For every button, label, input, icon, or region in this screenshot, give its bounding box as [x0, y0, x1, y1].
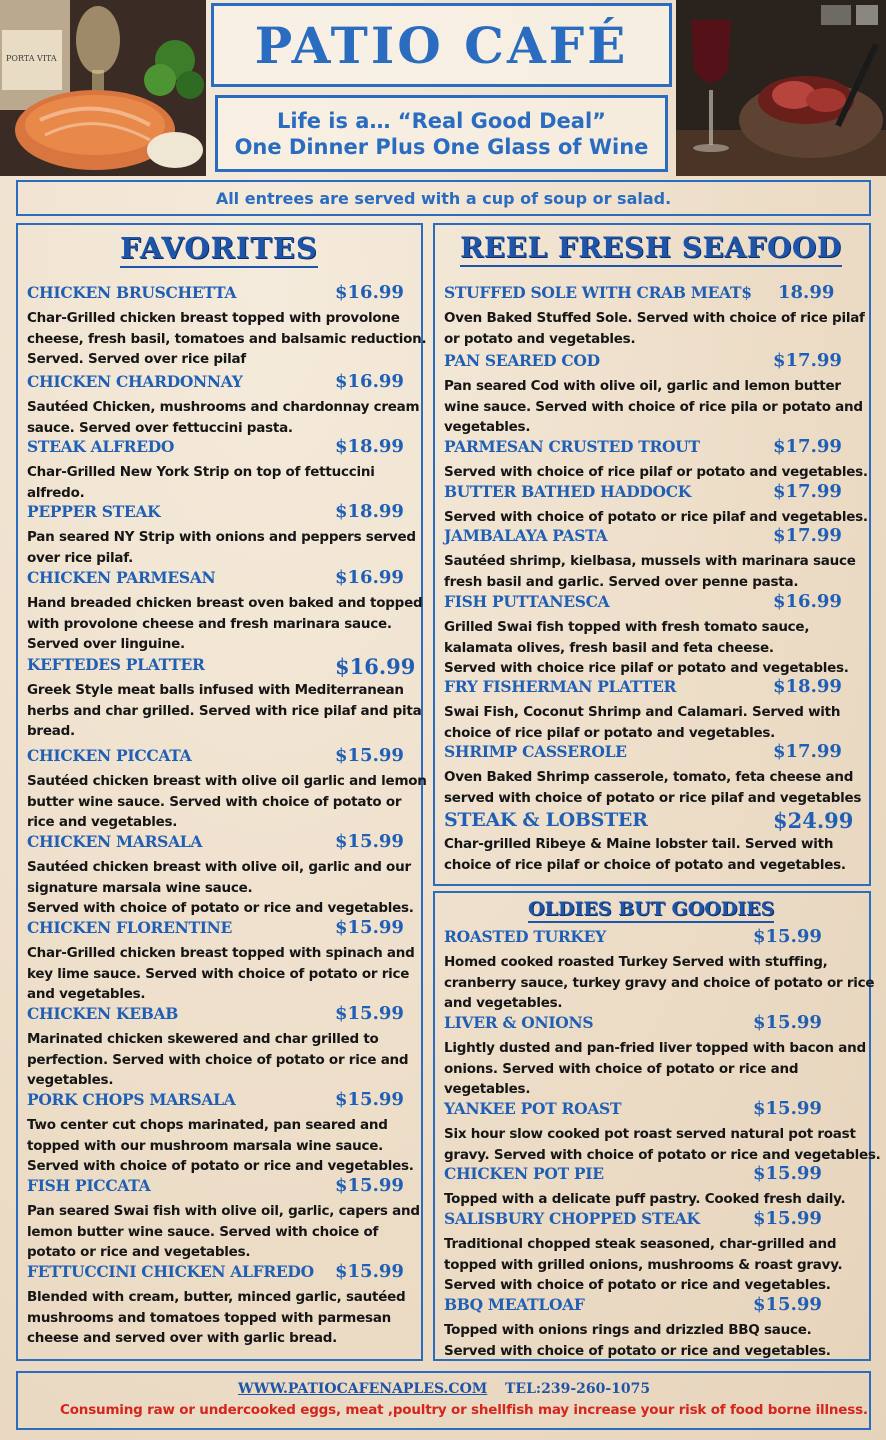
seafood-title: REEL FRESH SEAFOOD [460, 231, 842, 264]
menu-item-name: CHICKEN KEBAB [27, 1004, 179, 1023]
menu-item-name: FRY FISHERMAN PLATTER [444, 677, 677, 696]
menu-item-name: CHICKEN PICCATA [27, 746, 192, 765]
menu-item-description: Oven Baked Shrimp casserole, tomato, feta cheese and [444, 769, 854, 785]
menu-item-name: PEPPER STEAK [27, 502, 161, 521]
phone-number: TEL:239-260-1075 [505, 1381, 651, 1397]
menu-item-description: Char-Grilled chicken breast topped with provolone [27, 310, 400, 326]
menu-item-name: FETTUCCINI CHICKEN ALFREDO [27, 1262, 314, 1281]
menu-item-name: JAMBALAYA PASTA [444, 526, 608, 545]
menu-item-name: SALISBURY CHOPPED STEAK [444, 1209, 700, 1228]
menu-item-name: BUTTER BATHED HADDOCK [444, 482, 691, 501]
menu-item-description: Served with choice of rice pilaf or potato and vegetables. [444, 464, 868, 480]
menu-item-name: FISH PUTTANESCA [444, 592, 610, 611]
menu-item-description: mushrooms and tomatoes topped with parmesan [27, 1309, 392, 1326]
menu-item-description: Served with choice of potato or rice and vegetables. [444, 1342, 831, 1359]
menu-item-name: LIVER & ONIONS [444, 1013, 594, 1032]
menu-item-description: with provolone cheese and fresh marinara sauce. [27, 615, 392, 632]
menu-item-price: $15.99 [753, 926, 822, 947]
menu-item-description: Char-grilled Ribeye & Maine lobster tail. Served with [444, 836, 834, 852]
title-box [211, 3, 672, 87]
menu-item-price: $17.99 [773, 525, 842, 546]
menu-item-price: $16.99 [335, 567, 404, 588]
menu-item-price: $16.99 [335, 371, 404, 392]
menu-item-description: kalamata olives, fresh basil and feta cheese. [444, 639, 774, 656]
menu-item-description: rice and vegetables. [27, 814, 178, 831]
menu-item-description: cranberry sauce, turkey gravy and choice of potato or rice [444, 974, 875, 991]
menu-item-description: Char-Grilled New York Strip on top of fettuccini [27, 464, 375, 480]
menu-item-description: Topped with a delicate puff pastry. Cooked fresh daily. [444, 1191, 846, 1207]
menu-item-price: $15.99 [335, 1261, 404, 1282]
menu-item-description: vegetables. [444, 1081, 531, 1098]
menu-item-description: Pan seared Swai fish with olive oil, garlic, capers and [27, 1203, 420, 1219]
wine-bottle-label: PORTA VITA [6, 54, 57, 63]
menu-item-name: CHICKEN FLORENTINE [27, 918, 233, 937]
oldies-title: OLDIES BUT GOODIES [528, 898, 775, 920]
menu-item-description: vegetables. [444, 419, 531, 436]
menu-item-description: Greek Style meat balls infused with Mediterranean [27, 682, 404, 698]
menu-item-description: Marinated chicken skewered and char grilled to [27, 1031, 379, 1047]
deal-tagline: Life is a… “Real Good Deal” [277, 108, 606, 133]
menu-item-description: cheese and served over with garlic bread. [27, 1330, 338, 1347]
menu-item-description: Sautéed shrimp, kielbasa, mussels with marinara sauce [444, 553, 856, 569]
menu-item-description: choice of rice pilaf or choice of potato and vegetables. [444, 856, 846, 873]
menu-item-price: $18.99 [335, 436, 404, 457]
menu-item-name: BBQ MEATLOAF [444, 1295, 585, 1314]
menu-item-price: $15.99 [753, 1012, 822, 1033]
menu-item-description: Homed cooked roasted Turkey Served with stuffing, [444, 954, 828, 970]
menu-item-description: Swai Fish, Coconut Shrimp and Calamari. Served with [444, 704, 841, 720]
menu-item-price: $18.99 [335, 501, 404, 522]
menu-item-name: KEFTEDES PLATTER [27, 655, 205, 674]
menu-item-description: wine sauce. Served with choice of rice pila or potato and [444, 398, 863, 415]
menu-item-description: lemon butter wine sauce. Served with choice of [27, 1223, 379, 1240]
menu-item-price: $15.99 [335, 1003, 404, 1024]
menu-item-description: herbs and char grilled. Served with rice pilaf and pita [27, 702, 422, 719]
menu-item-description: gravy. Served with choice of potato or rice and vegetables. [444, 1146, 881, 1163]
menu-item-description: fresh basil and garlic. Served over penne pasta. [444, 573, 799, 590]
menu-item-name: PARMESAN CRUSTED TROUT [444, 437, 700, 456]
menu-item-description: signature marsala wine sauce. [27, 879, 253, 896]
menu-item-description: Served with choice rice pilaf or potato and vegetables. [444, 660, 849, 677]
menu-item-description: over rice pilaf. [27, 549, 134, 566]
menu-item-price: $18.99 [773, 676, 842, 697]
menu-item-price: $16.99 [335, 282, 404, 303]
menu-item-name: STEAK ALFREDO [27, 437, 175, 456]
restaurant-title: PATIO CAFÉ [254, 15, 629, 75]
menu-item-description: Sautéed chicken breast with olive oil, garlic and our [27, 859, 411, 875]
menu-item-description: Served with choice of potato or rice and vegetables. [27, 1158, 414, 1175]
menu-item-description: Lightly dusted and pan-fried liver topped with bacon and [444, 1040, 866, 1056]
serve-note-box [16, 180, 871, 216]
menu-item-price: $15.99 [335, 745, 404, 766]
menu-item-description: Served with choice of potato or rice pilaf and vegetables. [444, 509, 868, 525]
menu-item-name: PAN SEARED COD [444, 351, 600, 370]
menu-item-name: FISH PICCATA [27, 1176, 151, 1195]
menu-item-description: perfection. Served with choice of potato or rice and [27, 1051, 409, 1068]
serve-note: All entrees are served with a cup of soup or salad. [215, 188, 672, 208]
deal-box [215, 95, 668, 172]
menu-item-name: PORK CHOPS MARSALA [27, 1090, 236, 1109]
menu-item-name: CHICKEN BRUSCHETTA [27, 283, 237, 302]
menu-item-description: Sautéed Chicken, mushrooms and chardonnay cream [27, 399, 420, 415]
menu-item-description: Hand breaded chicken breast oven baked and topped [27, 595, 423, 611]
menu-item-name: STEAK & LOBSTER [444, 809, 648, 831]
menu-item-description: Served with choice of potato or rice and vegetables. [444, 1277, 831, 1294]
steak-wine-photo [676, 0, 886, 176]
menu-item-description: sauce. Served over fettuccini pasta. [27, 419, 293, 436]
menu-item-description: topped with grilled onions, mushrooms & roast gravy. [444, 1256, 843, 1273]
menu-item-price: $15.99 [335, 1175, 404, 1196]
menu-item-price: $15.99 [335, 917, 404, 938]
menu-item-description: alfredo. [27, 484, 85, 501]
menu-item-description: onions. Served with choice of potato or rice and [444, 1060, 799, 1077]
menu-item-price: 18.99 [778, 282, 835, 303]
menu-item-description: bread. [27, 723, 75, 740]
menu-item-name: YANKEE POT ROAST [444, 1099, 622, 1118]
menu-item-description: cheese, fresh basil, tomatoes and balsamic reduction. [27, 330, 427, 347]
deal-offer: One Dinner Plus One Glass of Wine [234, 134, 649, 159]
menu-item-description: Traditional chopped steak seasoned, char-grilled and [444, 1236, 837, 1252]
menu-item-name: CHICKEN CHARDONNAY [27, 372, 243, 391]
menu-item-name: ROASTED TURKEY [444, 927, 606, 946]
menu-item-description: served with choice of potato or rice pilaf and vegetables [444, 789, 862, 806]
menu-item-description: potato or rice and vegetables. [27, 1244, 251, 1261]
menu-item-description: butter wine sauce. Served with choice of potato or [27, 793, 402, 810]
menu-item-description: vegetables. [27, 1072, 114, 1089]
menu-item-description: choice of rice pilaf or potato and vegetables. [444, 724, 776, 741]
menu-item-description: Two center cut chops marinated, pan seared and [27, 1117, 388, 1133]
menu-item-price: $16.99 [335, 654, 416, 679]
menu-item-description: Served over linguine. [27, 636, 185, 653]
menu-item-price: $15.99 [753, 1208, 822, 1229]
menu-item-price: $17.99 [773, 350, 842, 371]
menu-item-description: Grilled Swai fish topped with fresh tomato sauce, [444, 619, 810, 635]
menu-item-price: $17.99 [773, 436, 842, 457]
menu-item-description: Char-Grilled chicken breast topped with spinach and [27, 945, 415, 961]
favorites-title: FAVORITES [120, 231, 318, 265]
menu-item-price: $15.99 [335, 1089, 404, 1110]
footer-box [16, 1371, 871, 1430]
menu-item-description: Oven Baked Stuffed Sole. Served with choice of rice pilaf [444, 310, 865, 326]
menu-item-description: Served with choice of potato or rice and vegetables. [27, 900, 414, 917]
menu-item-price: $16.99 [773, 591, 842, 612]
menu-item-name: STUFFED SOLE WITH CRAB MEAT$ [444, 283, 752, 302]
salmon-wine-photo [0, 0, 206, 176]
menu-item-description: Blended with cream, butter, minced garlic, sautéed [27, 1289, 406, 1305]
website-link[interactable]: WWW.PATIOCAFENAPLES.COM [238, 1381, 488, 1397]
menu-item-price: $15.99 [335, 831, 404, 852]
menu-item-description: key lime sauce. Served with choice of potato or rice [27, 965, 410, 982]
menu-item-description: Sautéed chicken breast with olive oil garlic and lemon [27, 773, 427, 789]
menu-item-description: Topped with onions rings and drizzled BBQ sauce. [444, 1322, 812, 1338]
menu-item-description: or potato and vegetables. [444, 330, 636, 347]
menu-item-name: SHRIMP CASSEROLE [444, 742, 627, 761]
menu-item-description: topped with our mushroom marsala wine sauce. [27, 1137, 384, 1154]
menu-item-name: CHICKEN MARSALA [27, 832, 203, 851]
food-safety-warning: Consuming raw or undercooked eggs, meat ,poultry or shellfish may increase your risk of food borne illness. [60, 1402, 868, 1418]
menu-item-description: and vegetables. [27, 986, 146, 1003]
menu-item-name: CHICKEN POT PIE [444, 1164, 604, 1183]
menu-item-price: $17.99 [773, 481, 842, 502]
menu-item-price: $24.99 [773, 808, 854, 833]
menu-item-price: $17.99 [773, 741, 842, 762]
menu-item-price: $15.99 [753, 1098, 822, 1119]
menu-item-price: $15.99 [753, 1163, 822, 1184]
menu-item-description: and vegetables. [444, 995, 563, 1012]
menu-item-description: Six hour slow cooked pot roast served natural pot roast [444, 1126, 856, 1142]
menu-item-description: Pan seared NY Strip with onions and peppers served [27, 529, 416, 545]
menu-item-name: CHICKEN PARMESAN [27, 568, 216, 587]
menu-item-price: $15.99 [753, 1294, 822, 1315]
menu-item-description: Served. Served over rice pilaf [27, 351, 246, 368]
menu-item-description: Pan seared Cod with olive oil, garlic and lemon butter [444, 378, 841, 394]
